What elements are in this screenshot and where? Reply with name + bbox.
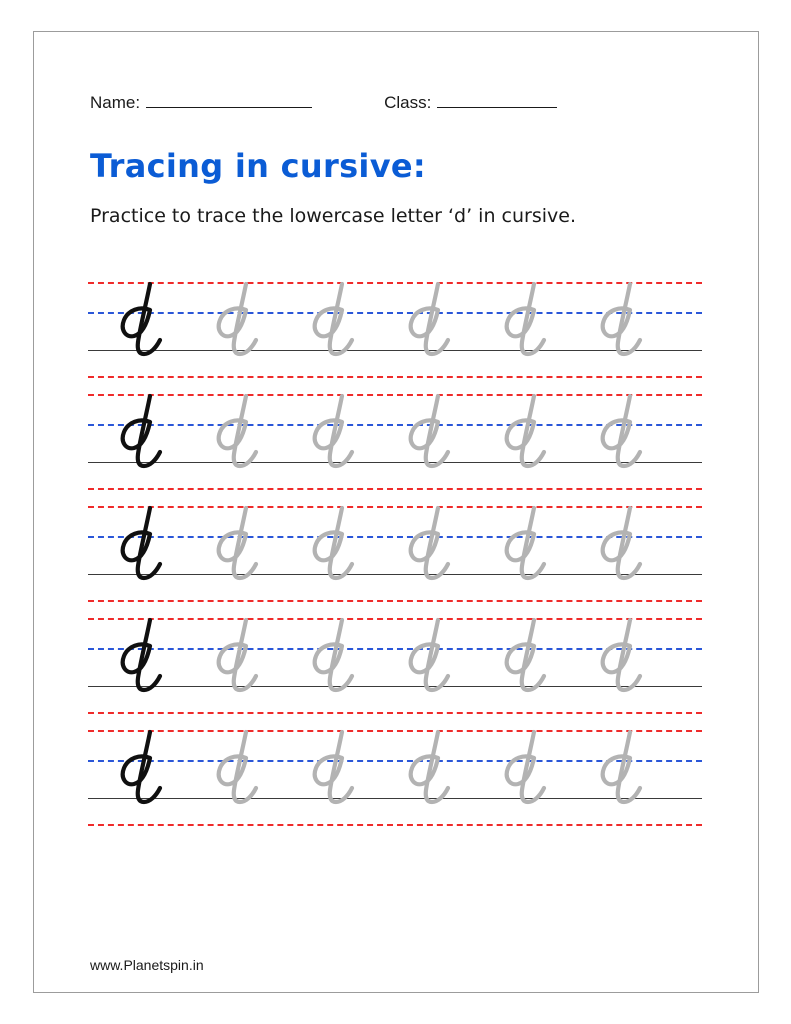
letter-d-trace <box>298 278 372 362</box>
letter-d-trace <box>490 502 564 586</box>
site-footer: www.Planetspin.in <box>90 957 204 973</box>
letter-d-trace <box>202 502 276 586</box>
letter-d-trace <box>490 390 564 474</box>
practice-row <box>88 384 702 496</box>
letter-d-trace <box>298 390 372 474</box>
letter-d-trace <box>298 502 372 586</box>
page-subtitle: Practice to trace the lowercase letter ‘d’ in cursive. <box>90 205 576 227</box>
letter-d-trace <box>298 726 372 810</box>
practice-row <box>88 272 702 384</box>
letter-d-trace <box>490 726 564 810</box>
letter-d-trace <box>586 726 660 810</box>
practice-row <box>88 608 702 720</box>
letter-d-trace <box>586 502 660 586</box>
letter-d-trace <box>586 390 660 474</box>
letter-d-trace <box>394 614 468 698</box>
letter-d-trace <box>394 278 468 362</box>
class-label: Class: <box>384 93 432 112</box>
letter-d-trace <box>490 614 564 698</box>
practice-row <box>88 720 702 832</box>
letter-d-solid <box>106 390 180 474</box>
letter-d-trace <box>490 278 564 362</box>
practice-rows <box>88 272 702 832</box>
name-input-line[interactable] <box>146 94 312 108</box>
letter-d-solid <box>106 502 180 586</box>
row-letters <box>106 384 702 496</box>
letter-d-trace <box>202 278 276 362</box>
letter-d-trace <box>394 390 468 474</box>
name-label: Name: <box>90 93 141 112</box>
letter-d-solid <box>106 726 180 810</box>
letter-d-trace <box>586 278 660 362</box>
row-letters <box>106 496 702 608</box>
letter-d-trace <box>586 614 660 698</box>
class-input-line[interactable] <box>437 94 557 108</box>
practice-row <box>88 496 702 608</box>
row-letters <box>106 608 702 720</box>
letter-d-trace <box>394 726 468 810</box>
letter-d-trace <box>202 390 276 474</box>
student-info-row <box>90 93 690 119</box>
letter-d-solid <box>106 614 180 698</box>
row-letters <box>106 720 702 832</box>
letter-d-solid <box>106 278 180 362</box>
row-letters <box>106 272 702 384</box>
letter-d-trace <box>394 502 468 586</box>
page-title: Tracing in cursive: <box>90 147 426 185</box>
letter-d-trace <box>202 726 276 810</box>
letter-d-trace <box>298 614 372 698</box>
letter-d-trace <box>202 614 276 698</box>
